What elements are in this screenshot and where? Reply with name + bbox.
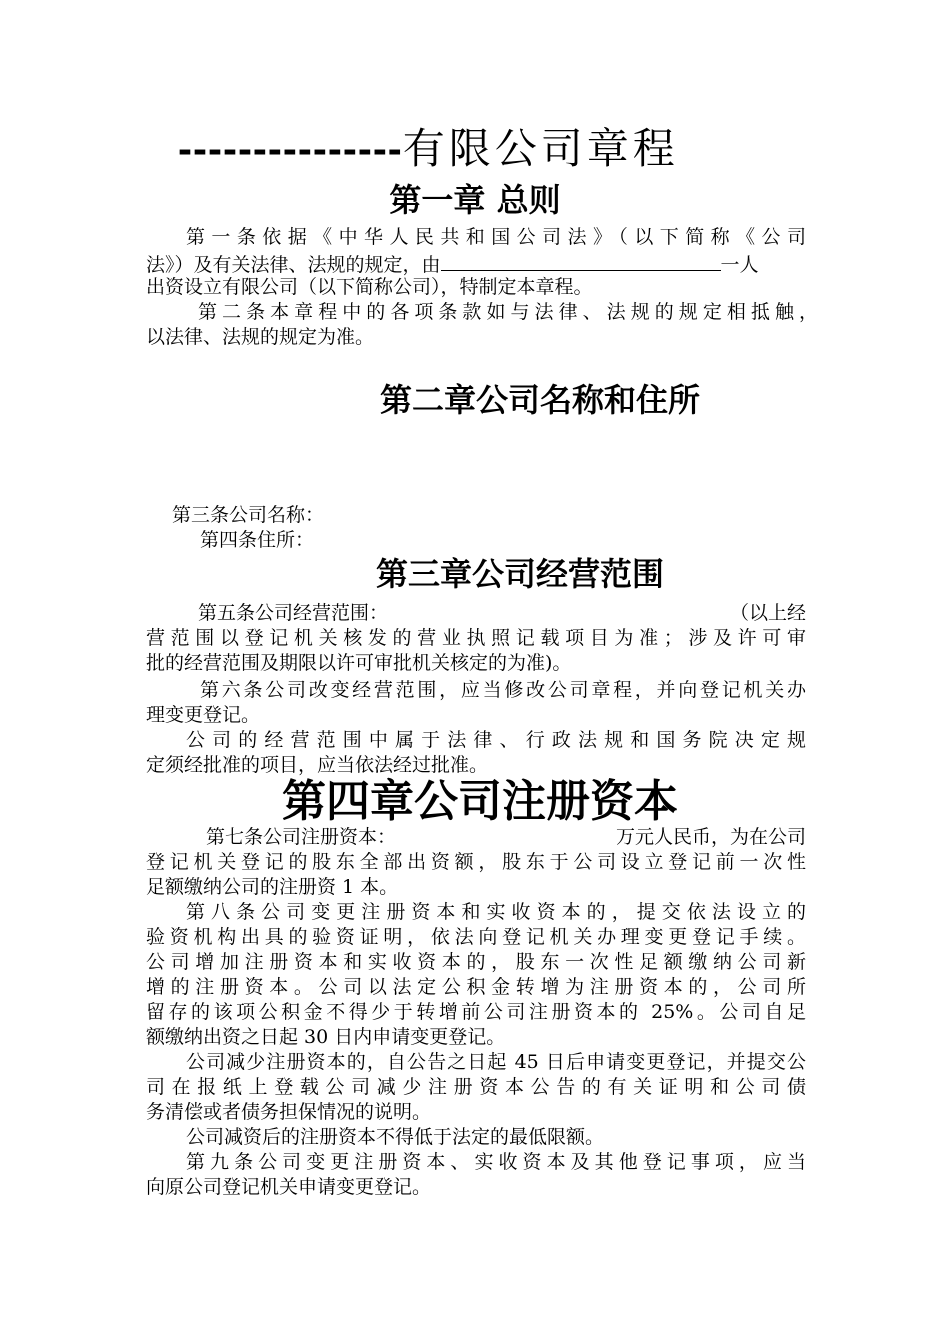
article-7-line-3: 足额缴纳公司的注册资 1 本。: [146, 876, 399, 898]
article-6b-line-1: 公司的经营范围中属于法律、行政法规和国务院决定规: [186, 729, 806, 751]
article-3: 第三条公司名称：: [172, 504, 325, 526]
article-5-line-2: 营范围以登记机关核发的营业执照记载项目为准；涉及许可审: [146, 627, 806, 649]
article-5-line-1: [198, 601, 806, 626]
title-text: 有限公司章程: [402, 124, 679, 173]
article-1-line-1: 第一条依据《中华人民共和国公司法》（以下简称《公司: [186, 226, 806, 248]
article-2-line-2: 以法律、法规的规定为准。: [146, 326, 375, 348]
article-8-line-4: 增的注册资本。公司以法定公积金转增为注册资本的，公司所: [146, 976, 806, 998]
article-8-line-3: 公司增加注册资本和实收资本的，股东一次性足额缴纳公司新: [146, 951, 806, 973]
article-8c: 公司减资后的注册资本不得低于法定的最低限额。: [186, 1126, 605, 1148]
article-6b-line-2: 定须经批准的项目，应当依法经过批准。: [146, 754, 489, 776]
article-2-line-1: 第二条本章程中的各项条款如与法律、法规的规定相抵触，: [198, 301, 818, 323]
company-name-blank: [441, 250, 721, 271]
article-5-line-3: 批的经营范围及期限以许可审批机关核定的为准)。: [146, 652, 572, 674]
article-6-line-1: 第六条公司改变经营范围，应当修改公司章程，并向登记机关办: [200, 679, 806, 701]
article-8-line-5: 留存的该项公积金不得少于转增前公司注册资本的 25%。公司自足: [146, 1001, 806, 1023]
article-5-line-1-text: 第五条公司经营范围：: [198, 602, 389, 624]
article-8b-line-3: 务清偿或者债务担保情况的说明。: [146, 1101, 432, 1123]
article-1-line-2-end: 一人: [720, 254, 759, 276]
article-8b-line-2: 司在报纸上登载公司减少注册资本公告的有关证明和公司债: [146, 1076, 806, 1098]
chapter-3-heading: 第三章公司经营范围: [375, 555, 664, 593]
article-1-line-2-text: 法》）及有关法律、法规的规定，由: [146, 254, 441, 276]
article-9-line-2: 向原公司登记机关申请变更登记。: [146, 1176, 432, 1198]
chapter-4-heading: 第四章公司注册资本: [282, 776, 678, 827]
article-7-line-1-text: 第七条公司注册资本：: [206, 826, 397, 848]
article-4: 第四条住所：: [200, 529, 315, 551]
article-5-line-1-end: （以上经: [729, 602, 806, 624]
document-title: [178, 122, 679, 176]
company-name-placeholder: ---------------: [178, 125, 403, 172]
article-6-line-2: 理变更登记。: [146, 704, 261, 726]
chapter-1-heading: 第一章 总则: [389, 181, 561, 219]
article-1-line-3: 出资设立有限公司（以下简称公司），特制定本章程。: [146, 276, 593, 298]
article-7-line-1-end: 万元人民币，为在公司: [615, 826, 806, 848]
article-1-line-2: [146, 250, 806, 275]
article-7-line-1: [206, 825, 806, 850]
article-7-line-2: 登记机关登记的股东全部出资额，股东于公司设立登记前一次性: [146, 851, 806, 873]
article-8-line-1: 第八条公司变更注册资本和实收资本的，提交依法设立的: [186, 901, 806, 923]
article-8-line-6: 额缴纳出资之日起 30 日内申请变更登记。: [146, 1026, 506, 1048]
article-8-line-2: 验资机构出具的验资证明，依法向登记机关办理变更登记手续。: [146, 926, 806, 948]
chapter-2-heading: 第二章公司名称和住所: [379, 381, 700, 419]
article-8b-line-1: 公司减少注册资本的，自公告之日起 45 日后申请变更登记，并提交公: [186, 1051, 806, 1073]
article-9-line-1: 第九条公司变更注册资本、实收资本及其他登记事项，应当: [186, 1151, 806, 1173]
